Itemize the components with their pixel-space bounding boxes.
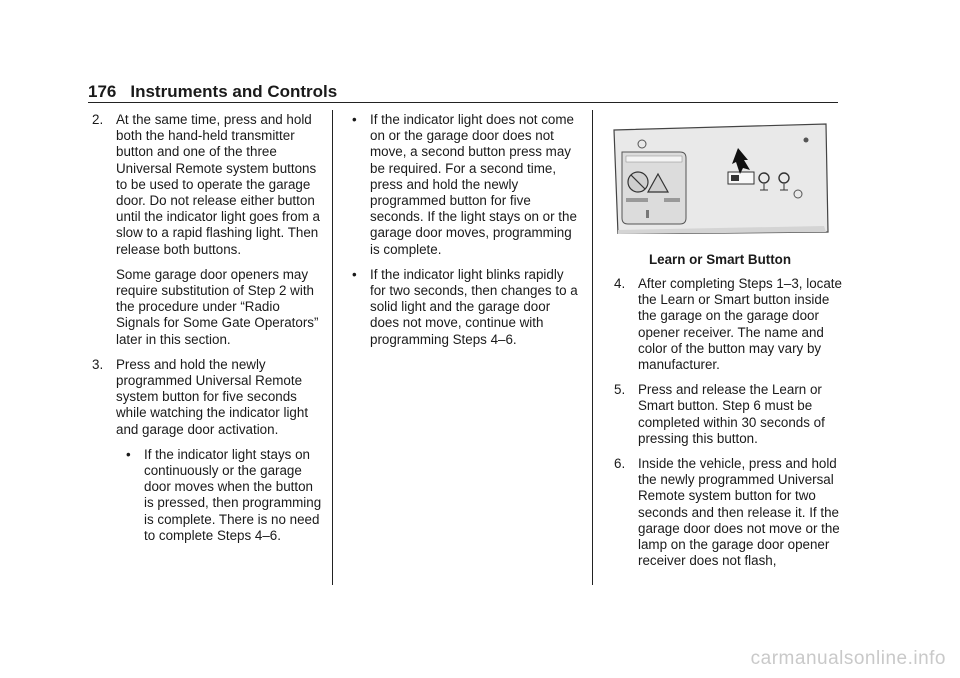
step-2-text: At the same time, press and hold both the hand-held transmitter button and one of the three Universal Remote system buttons to be used to operate the garage door. Do not release either button until the indicator light goes from a slow to a rapid flashing light. Then release both buttons.: [116, 112, 320, 257]
step-3-number: 3.: [92, 356, 104, 372]
header-rule: [88, 102, 838, 103]
bullet-item: [342, 267, 582, 348]
garage-opener-illustration: [612, 122, 830, 234]
bullet-icon: •: [352, 112, 357, 127]
bullet-icon: •: [352, 266, 357, 282]
bullet-text: If the indicator light blinks rapidly for two seconds, then changes to a solid light and the garage door does not move, continue with programming Steps 4–6.: [370, 266, 578, 347]
bullet-item: [116, 447, 326, 544]
step-5: [610, 382, 842, 447]
step-6-text: Inside the vehicle, press and hold the newly programmed Universal Remote system button for two seconds and then release it. If the garage door does not move or the lamp on the garage door opener receiver does not flash,: [638, 456, 840, 569]
step-6-number: 6.: [614, 456, 626, 472]
page-header: [88, 82, 337, 102]
column-3: [610, 276, 842, 578]
watermark: carmanualsonline.info: [750, 648, 946, 669]
bullet-item: [342, 112, 582, 258]
step-2: [88, 112, 326, 258]
figure-caption: Learn or Smart Button: [648, 252, 792, 267]
page-number: 176: [88, 82, 117, 101]
step-5-text: Press and release the Learn or Smart button. Step 6 must be completed within 30 seconds of pressing this button.: [638, 382, 825, 446]
step-4-text: After completing Steps 1–3, locate the Learn or Smart button inside the garage on the garage door opener receiver. The name and color of the button may vary by manufacturer.: [638, 276, 842, 373]
column-divider-2: [592, 110, 593, 585]
step-2-note: Some garage door openers may require substitution of Step 2 with the procedure under “Radio Signals for Some Gate Operators” later in this section.: [116, 266, 319, 347]
step-4: [610, 276, 842, 373]
column-1: [88, 112, 326, 553]
step-2-number: 2.: [92, 112, 104, 127]
section-title: Instruments and Controls: [130, 82, 338, 101]
step-6: [610, 456, 842, 569]
column-divider-1: [332, 110, 333, 585]
step-3: [88, 357, 326, 438]
bullet-text: If the indicator light does not come on or the garage door does not move, a second button press may be required. For a second time, press and hold the newly programmed button for five seconds. If the light stays on or the garage door moves, programming is complete.: [370, 112, 577, 257]
step-4-number: 4.: [614, 276, 626, 291]
column-2: [342, 112, 582, 357]
step-3-text: Press and hold the newly programmed Universal Remote system button for five seconds while watching the indicator light and garage door activation.: [116, 356, 309, 437]
bullet-icon: •: [126, 446, 131, 462]
bullet-text: If the indicator light stays on continuously or the garage door moves when the button is pressed, then programming is complete. There is no need to complete Steps 4–6.: [144, 446, 322, 543]
step-5-number: 5.: [614, 382, 626, 398]
garage-opener-figure: [612, 122, 830, 239]
